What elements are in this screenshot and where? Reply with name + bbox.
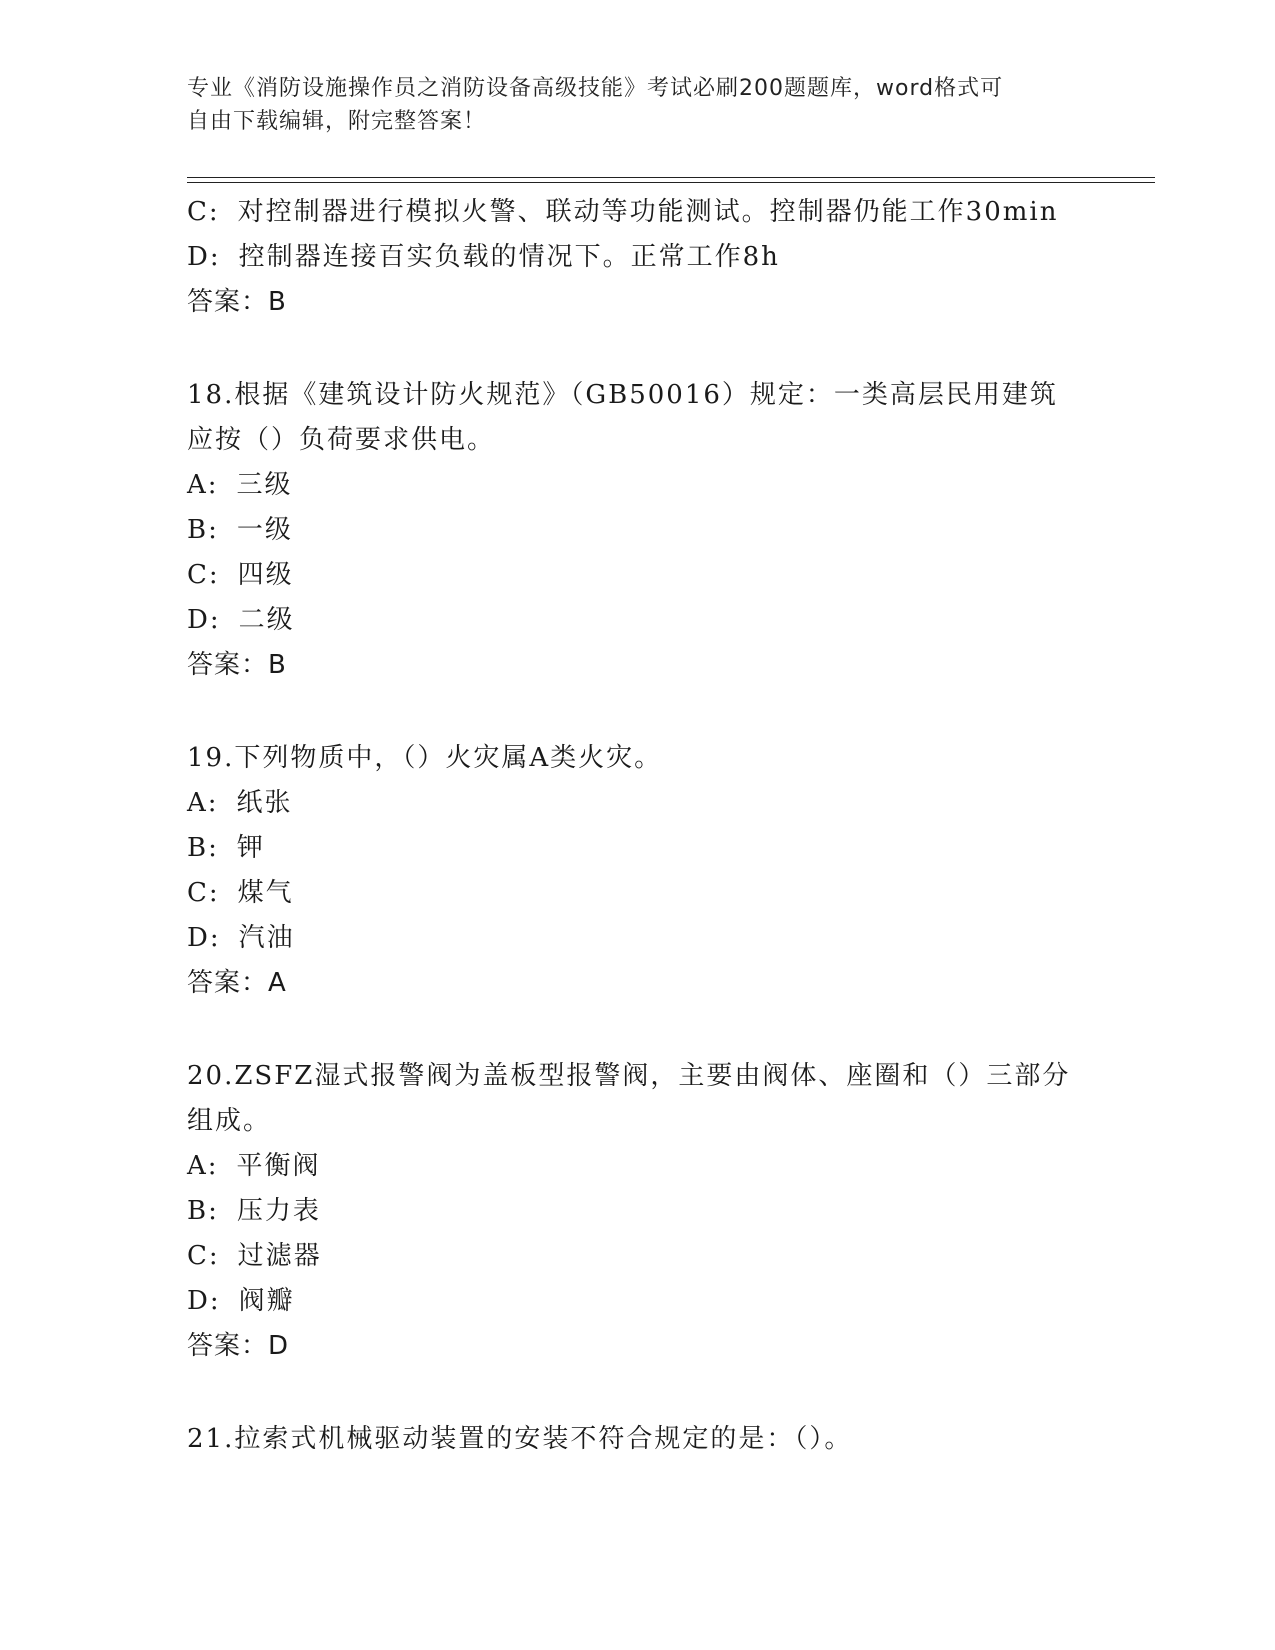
question-text: 21.拉索式机械驱动装置的安装不符合规定的是：（）。 bbox=[187, 1424, 853, 1454]
header-line-1: 专业《消防设施操作员之消防设备高级技能》考试必刷200题题库，word格式可 bbox=[187, 76, 1004, 101]
question-21 bbox=[187, 1417, 1087, 1462]
option-d: D: 二级 bbox=[187, 605, 295, 635]
document-header bbox=[187, 72, 1067, 138]
option-b: B: 压力表 bbox=[187, 1196, 321, 1226]
option-c: C: 对控制器进行模拟火警、联动等功能测试。控制器仍能工作30min bbox=[187, 197, 1059, 227]
option-d: D: 控制器连接百实负载的情况下。正常工作8h bbox=[187, 242, 780, 272]
question-text: 18.根据《建筑设计防火规范》（GB50016）规定：一类高层民用建筑 应按（）负荷要求供电。 bbox=[187, 380, 1058, 455]
option-c: C: 煤气 bbox=[187, 878, 294, 908]
question-text: 20.ZSFZ湿式报警阀为盖板型报警阀，主要由阀体、座圈和（）三部分 组成。 bbox=[187, 1061, 1071, 1136]
option-c: C: 四级 bbox=[187, 560, 294, 590]
header-line-2: 自由下载编辑，附完整答案！ bbox=[187, 109, 487, 134]
option-a: A: 三级 bbox=[187, 470, 293, 500]
option-d: D: 阀瓣 bbox=[187, 1286, 295, 1316]
question-19 bbox=[187, 736, 1087, 1006]
question-18 bbox=[187, 373, 1087, 688]
header-divider-top bbox=[187, 177, 1155, 178]
option-a: A: 纸张 bbox=[187, 788, 293, 818]
option-b: B: 一级 bbox=[187, 515, 293, 545]
answer-line: 答案：B bbox=[187, 650, 287, 680]
option-b: B: 钾 bbox=[187, 833, 265, 863]
answer-line: 答案：D bbox=[187, 1331, 290, 1361]
question-text: 19.下列物质中，（）火灾属A类火灾。 bbox=[187, 743, 663, 773]
answer-line: 答案：A bbox=[187, 968, 287, 998]
option-a: A: 平衡阀 bbox=[187, 1151, 321, 1181]
answer-line: 答案：B bbox=[187, 287, 287, 317]
option-d: D: 汽油 bbox=[187, 923, 295, 953]
option-c: C: 过滤器 bbox=[187, 1241, 322, 1271]
question-list bbox=[187, 190, 1087, 1462]
question-20 bbox=[187, 1054, 1087, 1369]
header-divider-bottom bbox=[187, 182, 1155, 183]
previous-question-tail bbox=[187, 190, 1087, 325]
